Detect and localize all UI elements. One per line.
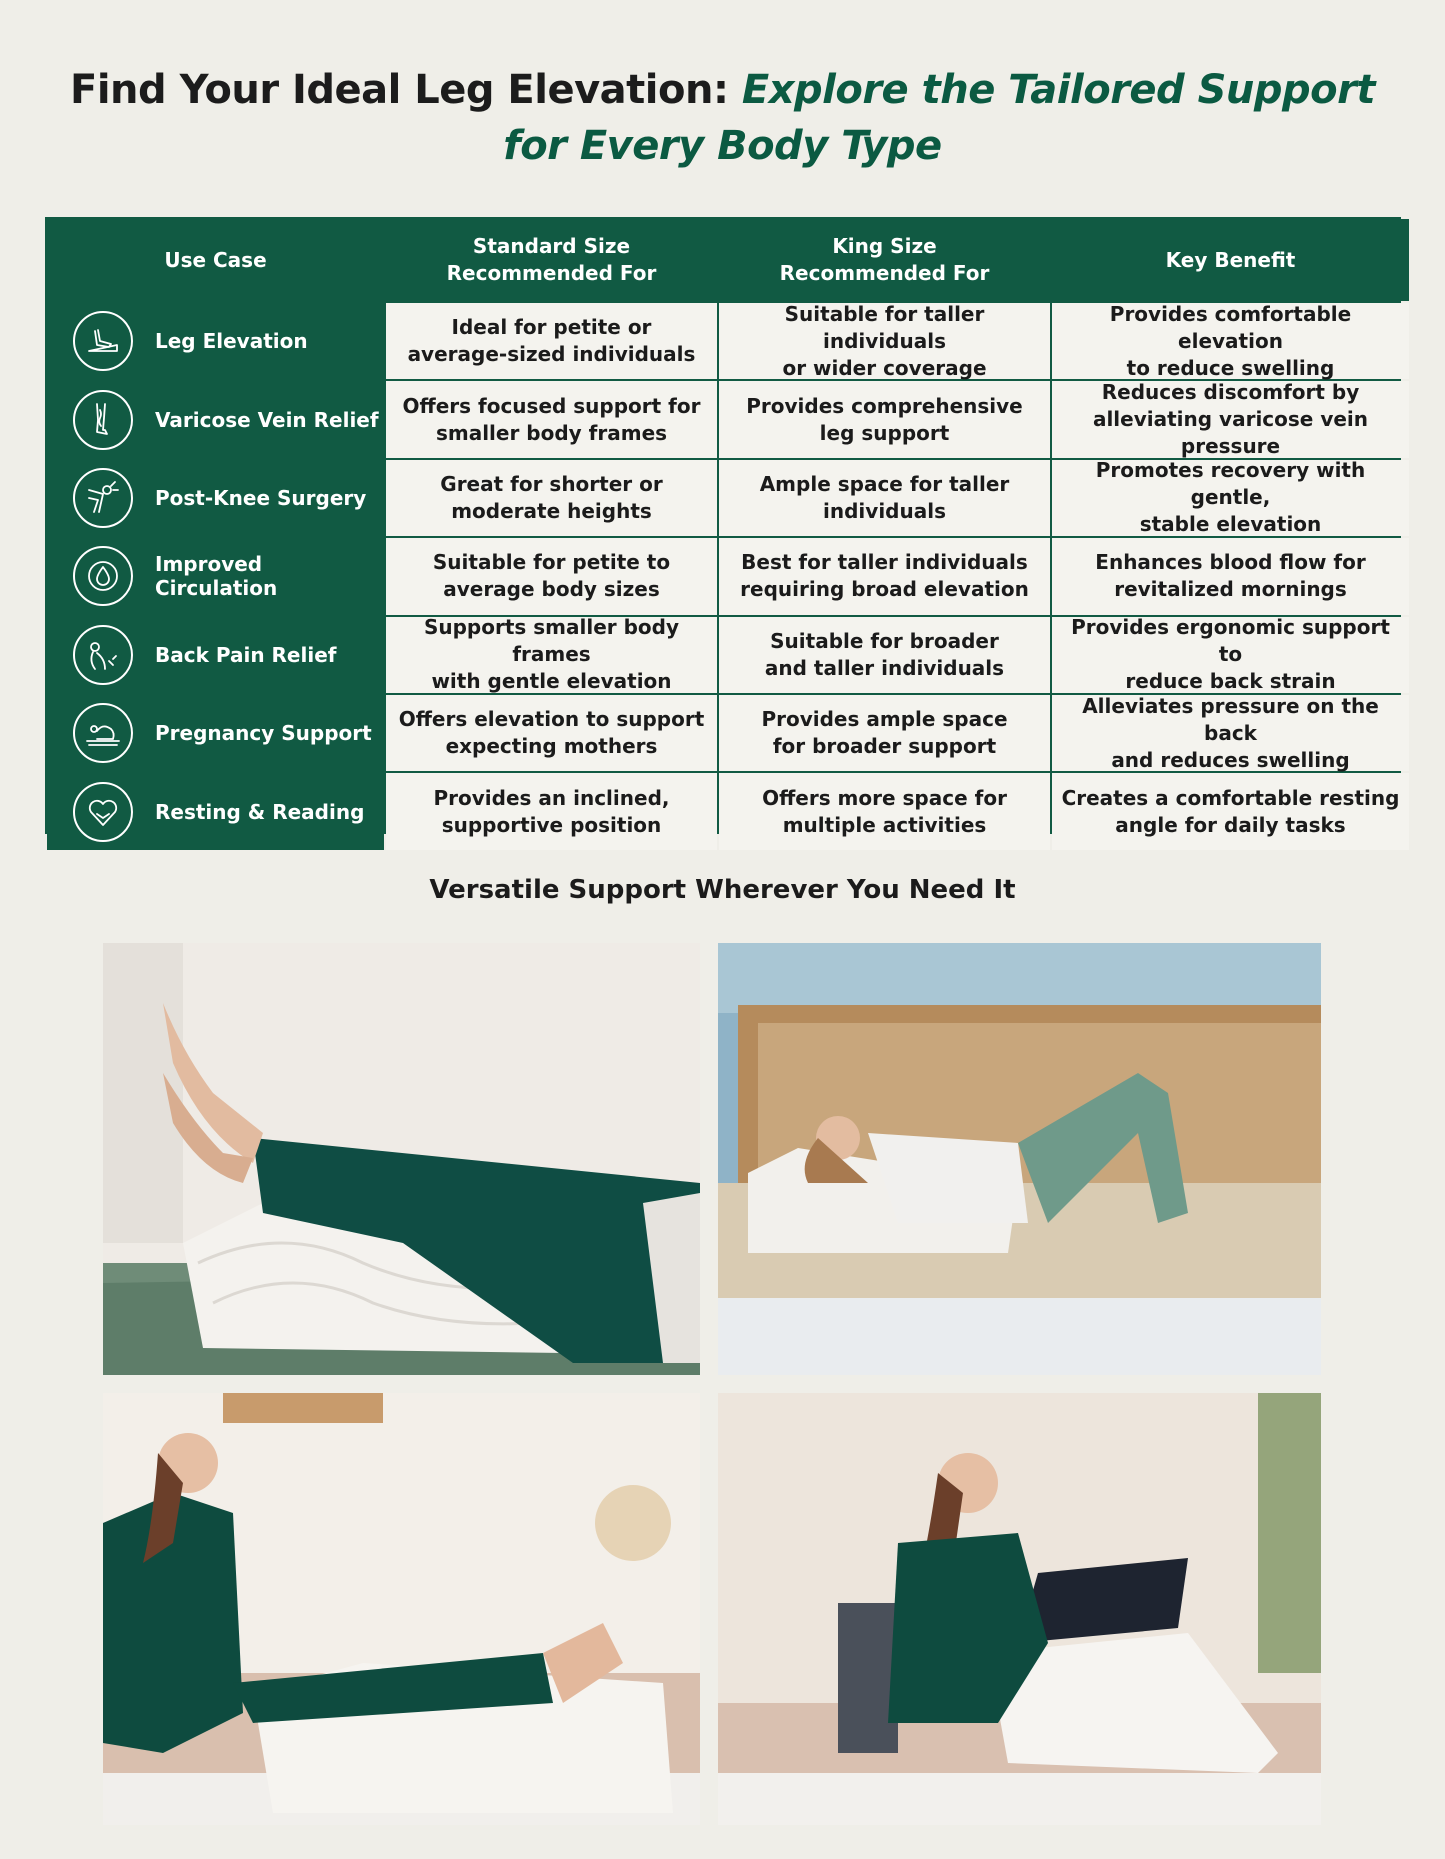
standard-cell: Offers focused support for smaller body frames — [386, 381, 717, 457]
knee-icon — [73, 468, 133, 528]
pregnancy-icon — [73, 703, 133, 763]
benefit-cell: Creates a comfortable resting angle for daily tasks — [1052, 773, 1409, 849]
benefit-cell: Reduces discomfort by alleviating varicose vein pressure — [1052, 381, 1409, 457]
page-title — [60, 62, 1385, 174]
photo-woman-lying-on-wedge — [718, 943, 1321, 1375]
circulation-icon — [73, 546, 133, 606]
header-use-case: Use Case — [47, 219, 384, 301]
use-case-cell — [47, 695, 384, 771]
king-cell: Provides ample space for broader support — [719, 695, 1050, 771]
benefit-cell: Provides ergonomic support to reduce back strain — [1052, 617, 1409, 693]
use-case-label: Back Pain Relief — [155, 642, 337, 667]
use-case-label: Leg Elevation — [155, 329, 308, 354]
use-case-label: Varicose Vein Relief — [155, 407, 379, 432]
title-part-1: Find Your Ideal Leg Elevation: — [70, 67, 742, 113]
standard-cell: Great for shorter or moderate heights — [386, 460, 717, 536]
use-case-cell — [47, 617, 384, 693]
use-case-label: Pregnancy Support — [155, 721, 372, 746]
use-case-label: Resting & Reading — [155, 799, 365, 824]
benefit-cell: Alleviates pressure on the back and reduces swelling — [1052, 695, 1409, 771]
use-case-cell — [47, 381, 384, 457]
heart-icon — [73, 782, 133, 842]
header-standard-size: Standard Size Recommended For — [386, 219, 717, 301]
king-cell: Suitable for taller individuals or wider coverage — [719, 303, 1050, 379]
king-cell: Best for taller individuals requiring broad elevation — [719, 538, 1050, 614]
back-pain-icon — [73, 625, 133, 685]
standard-cell: Provides an inclined, supportive position — [386, 773, 717, 849]
photo-legs-elevated — [103, 943, 700, 1375]
king-cell: Suitable for broader and taller individuals — [719, 617, 1050, 693]
title-part-3: for Every Body Type — [503, 123, 942, 169]
standard-cell: Ideal for petite or average-sized individuals — [386, 303, 717, 379]
use-case-cell — [47, 460, 384, 536]
use-case-label: Post-Knee Surgery — [155, 485, 367, 510]
king-cell: Provides comprehensive leg support — [719, 381, 1050, 457]
benefit-cell: Promotes recovery with gentle, stable elevation — [1052, 460, 1409, 536]
use-case-cell — [47, 538, 384, 614]
use-case-cell — [47, 773, 384, 849]
use-case-label: Improved Circulation — [155, 552, 278, 601]
comparison-table — [45, 217, 1401, 837]
photo-woman-with-laptop — [718, 1393, 1321, 1825]
king-cell: Ample space for taller individuals — [719, 460, 1050, 536]
standard-cell: Suitable for petite to average body sizes — [386, 538, 717, 614]
king-cell: Offers more space for multiple activities — [719, 773, 1050, 849]
benefit-cell: Enhances blood flow for revitalized mornings — [1052, 538, 1409, 614]
benefit-cell: Provides comfortable elevation to reduce swelling — [1052, 303, 1409, 379]
use-case-cell — [47, 303, 384, 379]
varicose-vein-icon — [73, 390, 133, 450]
standard-cell: Offers elevation to support expecting mothers — [386, 695, 717, 771]
section-subheading: Versatile Support Wherever You Need It — [429, 875, 1016, 905]
title-part-2: Explore the Tailored Support — [741, 67, 1375, 113]
header-key-benefit: Key Benefit — [1052, 219, 1409, 301]
standard-cell: Supports smaller body frames with gentle elevation — [386, 617, 717, 693]
photo-woman-with-phone — [103, 1393, 700, 1825]
header-king-size: King Size Recommended For — [719, 219, 1050, 301]
leg-elevation-icon — [73, 311, 133, 371]
